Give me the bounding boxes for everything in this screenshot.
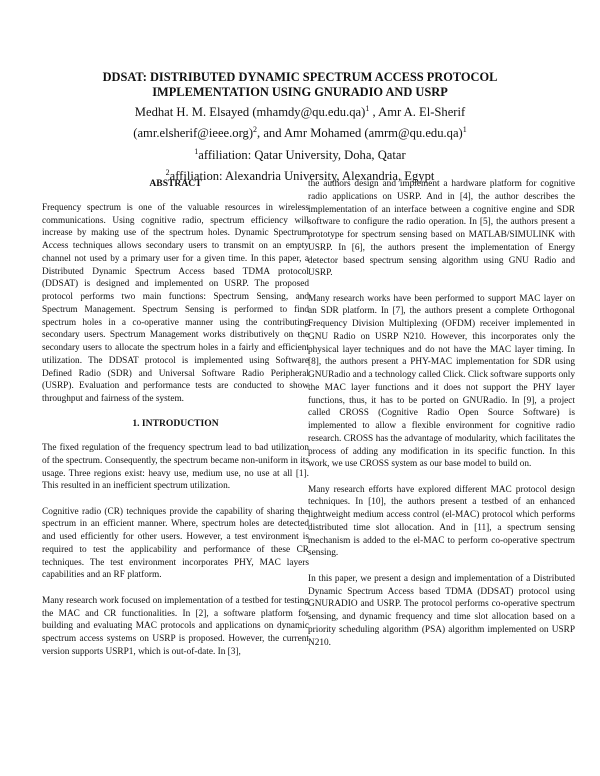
paper-title <box>40 70 560 100</box>
author-line-2: (amr.elsherif@ieee.org)$^2$, and Amr Mohamed (amrm@qu.edu.qa)$^1$ <box>133 125 467 141</box>
title-line-1: DDSAT: DISTRIBUTED DYNAMIC SPECTRUM ACCESS PROTOCOL <box>102 70 498 84</box>
right-column <box>308 178 575 662</box>
author-block <box>40 100 560 185</box>
intro-paragraph-3: Many research work focused on implementation of a testbed for testing the MAC and CR functionalities. In [2], a software platform for building and evaluating MAC protocols and applications on dynamic spectrum access systems on USRP is proposed. However, the current version supports USRP1, which is out-of-date. In [3], <box>42 595 309 657</box>
intro-paragraph-2: Cognitive radio (CR) techniques provide the capability of sharing the spectrum in an efficient manner. Where, spectrum holes are detected and used efficiently for other users. However, a test environment is required to test the applicability and performance of these CR techniques. The test environment incorporates PHY, MAC layers capabilities and an RF platform. <box>42 506 309 581</box>
affiliation-2: $^2$affiliation: Alexandria University, Alexandria, Egypt <box>165 167 435 183</box>
left-column <box>42 178 309 671</box>
abstract-heading: ABSTRACT <box>149 178 202 189</box>
author-line-1: Medhat H. M. Elsayed (mhamdy@qu.edu.qa)$^1$ , Amr A. El-Sherif <box>134 104 466 120</box>
title-line-2: IMPLEMENTATION USING GNURADIO AND USRP <box>152 85 448 99</box>
right-paragraph-4: In this paper, we present a design and implementation of a Distributed Dynamic Spectrum Access based TDMA (DDSAT) protocol using GNURADIO and USRP. The protocol performs co-operative spectrum sensing, and dynamic frequency and time slot allocation based on a priority scheduling algorithm (PSA) algorithm implemented on USRP N210. <box>308 573 575 648</box>
intro-paragraph-1: The fixed regulation of the frequency spectrum lead to bad utilization of the spectrum. Consequently, the spectrum became non-uniform in its usage. Three regions exist: heavy use, medium use, no use at all [1]. This resulted in an inefficient spectrum utilization. <box>42 443 309 492</box>
right-paragraph-1: the authors design and implement a hardware platform for cognitive radio applications on USRP. And in [4], the author describes the implementation of an interface between a cognitive engine and SDR software to configure the radio operation. In [5], the authors present a prototype for spectrum sensing based on MATLAB/SIMULINK with USRP. In [6], the authors present the implementation of Energy detector based spectrum sensing algorithm using GNU Radio and USRP. <box>308 179 575 279</box>
introduction-heading: 1. INTRODUCTION <box>132 418 219 430</box>
affiliation-1: $^1$affiliation: Qatar University, Doha, Qatar <box>194 146 406 162</box>
paper-header <box>40 70 560 185</box>
abstract-text: Frequency spectrum is one of the valuable resources in wireless communications. Using cognitive radio, spectrum efficiency will increase by making use of the spectrum holes. Dynamic Spectrum Access techniques allows secondary users to transmit on an empty channel not used by a primary user for a given time. In this paper, a Distributed Dynamic Spectrum Access based TDMA protocol (DDSAT) is designed and implemented on USRP. The proposed protocol performs two main functions: Spectrum Sensing, and Spectrum Management. Spectrum Sensing is performed to find spectrum holes in a co-operative manner using the contributing secondary users. Spectrum Management works distributively on the secondary users to allocate the spectrum holes in a fairly and efficient utilization. The DDSAT protocol is implemented using Software Defined Radio (SDR) and Universal Software Radio Peripheral (USRP). Evaluation and performance tests are conducted to show throughput and fairness of the system. <box>42 202 309 404</box>
right-paragraph-3: Many research efforts have explored different MAC protocol design techniques. In [10], the authors present a testbed of an enhanced lightweight medium access control (el-MAC) protocol which performs distributed time slot allocation. And in [11], a spectrum sensing mechanism is added to the el-MAC to perform co-operative spectrum sensing. <box>308 484 575 559</box>
right-paragraph-2: Many research works have been performed to support MAC layer on an SDR platform. In [7], the authors present a complete Orthogonal Frequency Division Multiplexing (OFDM) receiver implemented in GNU Radio on USRP N210. However, this incorporates only the physical layer techniques and do not have the MAC layer timing. In [8], the authors present a PHY-MAC implementation for SDR using GNURadio and a technology called Click. Click software supports only the MAC layer functions and it does not support the PHY layer functions, thus, it has to be ported on GNURadio. In [9], a project called CROSS (Cognitive Radio Open Source Software) is implemented to allow a flexible environment for cognitive radio research. CROSS has the advantage of modularity, which facilitates the process of adding any modification in its specific function. In this work, we use CROSS system as our base model to build on. <box>308 293 575 470</box>
